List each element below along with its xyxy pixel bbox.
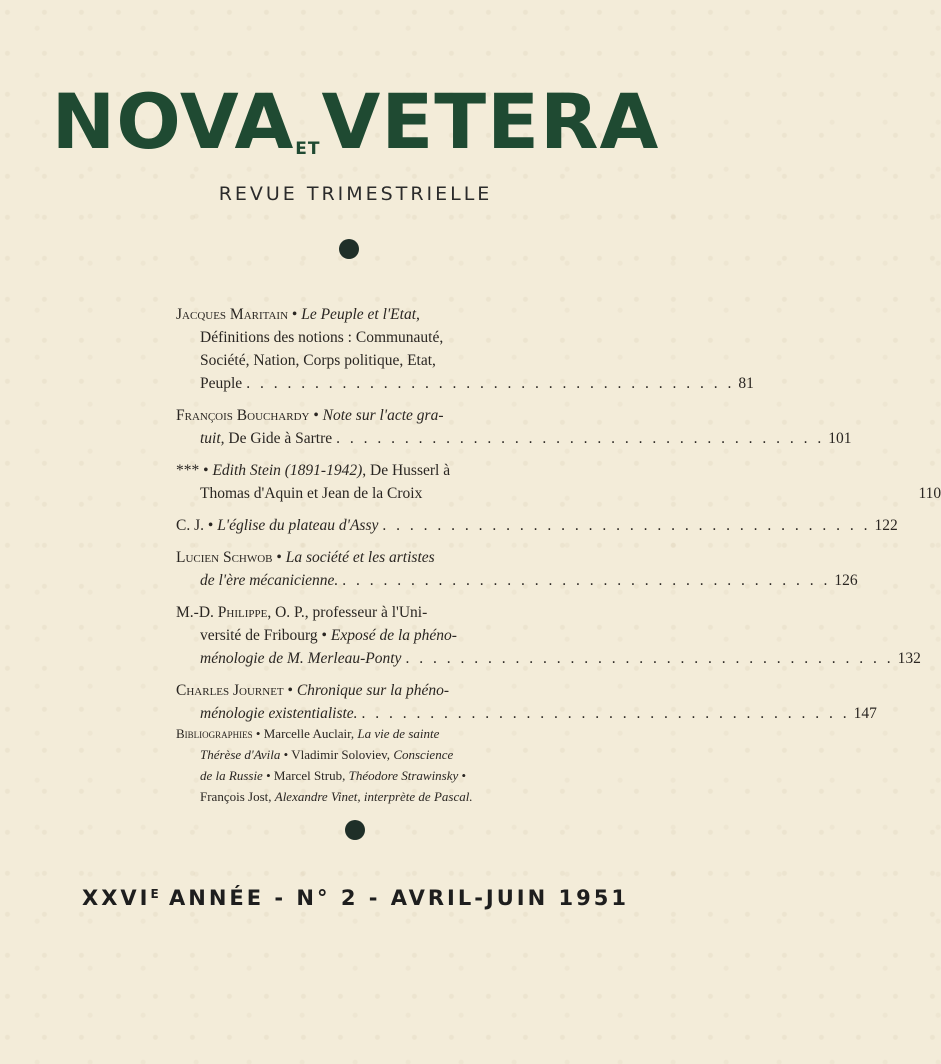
toc-author: M.-D. Philippe <box>176 604 268 621</box>
masthead-et: ET <box>295 139 321 159</box>
toc-title-cont: ménologie de M. Merleau-Ponty <box>200 650 402 667</box>
bullet-dot-bottom <box>345 820 365 840</box>
toc-title: Note sur l'acte gra- <box>322 407 444 424</box>
toc-page-number: 122 <box>874 517 898 534</box>
toc-author: François Bouchardy <box>176 407 310 424</box>
toc-entry: Jacques Maritain • Le Peuple et l'Etat, Définitions des notions : Communauté, Société, Nation, Corps politique, Etat, Peuple . . . 81 <box>176 303 542 395</box>
masthead-vetera: VETERA <box>321 77 660 166</box>
toc-page-number: 110 <box>918 485 941 502</box>
bib-title: Conscience <box>393 747 454 762</box>
toc-author: *** <box>176 462 200 479</box>
toc-line: Société, Nation, Corps politique, Etat, <box>200 352 436 369</box>
bullet-dot-top <box>339 239 359 259</box>
toc-author: Lucien Schwob <box>176 549 273 566</box>
toc-title: Chronique sur la phéno- <box>296 682 450 699</box>
bib-author: Marcelle Auclair, <box>263 726 355 741</box>
toc-line: Thomas d'Aquin et Jean de la Croix <box>200 485 423 502</box>
issue-volume-sup: E <box>150 887 159 901</box>
toc-entry: François Bouchardy • Note sur l'acte gra- tuit, De Gide à Sartre . . . 101 <box>176 404 542 450</box>
toc-title-cont: tuit, <box>200 430 225 447</box>
bib-label: Bibliographies <box>176 726 253 741</box>
toc-title-cont: ménologie existentialiste. <box>200 705 358 722</box>
toc-entry: Charles Journet • Chronique sur la phéno- ménologie existentialiste. . . . 147 <box>176 679 542 725</box>
masthead-nova: NOVA <box>51 77 295 166</box>
toc-page-number: 101 <box>828 430 852 447</box>
table-of-contents <box>176 303 941 734</box>
issue-date: ANNÉE - N° 2 - AVRIL-JUIN 1951 <box>158 886 629 910</box>
bib-author: François Jost, <box>200 789 272 804</box>
toc-author: C. J. <box>176 517 204 534</box>
toc-entry: M.-D. Philippe, O. P., professeur à l'Uni- versité de Fribourg • Exposé de la phéno- ménologie de M. Merleau-Ponty . . . 132 <box>176 601 542 670</box>
toc-page-number: 147 <box>853 705 877 722</box>
toc-title: Le Peuple et l'Etat, <box>301 306 420 323</box>
bib-author: Marcel Strub, <box>273 768 346 783</box>
toc-title: Edith Stein <box>212 462 281 479</box>
toc-title: L'église du plateau d'Assy <box>217 517 379 534</box>
toc-line: versité de Fribourg <box>200 627 318 644</box>
toc-title-cont: de l'ère mécanicienne. <box>200 572 339 589</box>
toc-author: Charles Journet <box>176 682 284 699</box>
issue-line <box>0 886 711 910</box>
toc-page-number: 132 <box>897 650 921 667</box>
toc-line: De Gide à Sartre <box>224 430 333 447</box>
toc-title: Exposé de la phéno- <box>330 627 457 644</box>
bib-title: La vie de sainte <box>357 726 440 741</box>
toc-entry: C. J. • L'église du plateau d'Assy . . . 122 <box>176 514 542 537</box>
toc-title: La société et les artistes <box>285 549 435 566</box>
issue-volume: XXVI <box>82 886 151 910</box>
toc-entry: *** • Edith Stein (1891-1942), De Husserl à Thomas d'Aquin et Jean de la Croix 110 <box>176 462 941 502</box>
toc-line: Peuple <box>200 375 243 392</box>
toc-page-number: 81 <box>738 375 754 392</box>
toc-author: Jacques Maritain <box>176 306 289 323</box>
toc-dates: (1891-1942) <box>284 462 363 479</box>
bib-title: Alexandre Vinet, interprète de Pascal. <box>274 789 473 804</box>
bib-author: Vladimir Soloviev, <box>291 747 391 762</box>
toc-page-number: 126 <box>834 572 858 589</box>
subtitle: REVUE TRIMESTRIELLE <box>218 183 493 205</box>
toc-line: Définitions des notions : Communauté, <box>200 329 444 346</box>
bib-title: Thérèse d'Avila <box>200 747 281 762</box>
toc-entry: Lucien Schwob • La société et les artistes de l'ère mécanicienne. . . . 126 <box>176 546 542 592</box>
toc-line: , O. P., professeur à l'Uni- <box>267 604 428 621</box>
bibliographies: Bibliographies • Marcelle Auclair, La vie de sainte Thérèse d'Avila • Vladimir Soloviev, Conscience de la Russie • Marcel Strub, Théodore Strawinsky • François Jost, Alexandre Vinet, interprète de Pascal. <box>176 726 473 804</box>
bib-title: Théodore Strawinsky <box>348 768 459 783</box>
toc-line: , De Husserl à <box>362 462 451 479</box>
masthead <box>0 77 711 166</box>
bib-title: de la Russie <box>200 768 263 783</box>
